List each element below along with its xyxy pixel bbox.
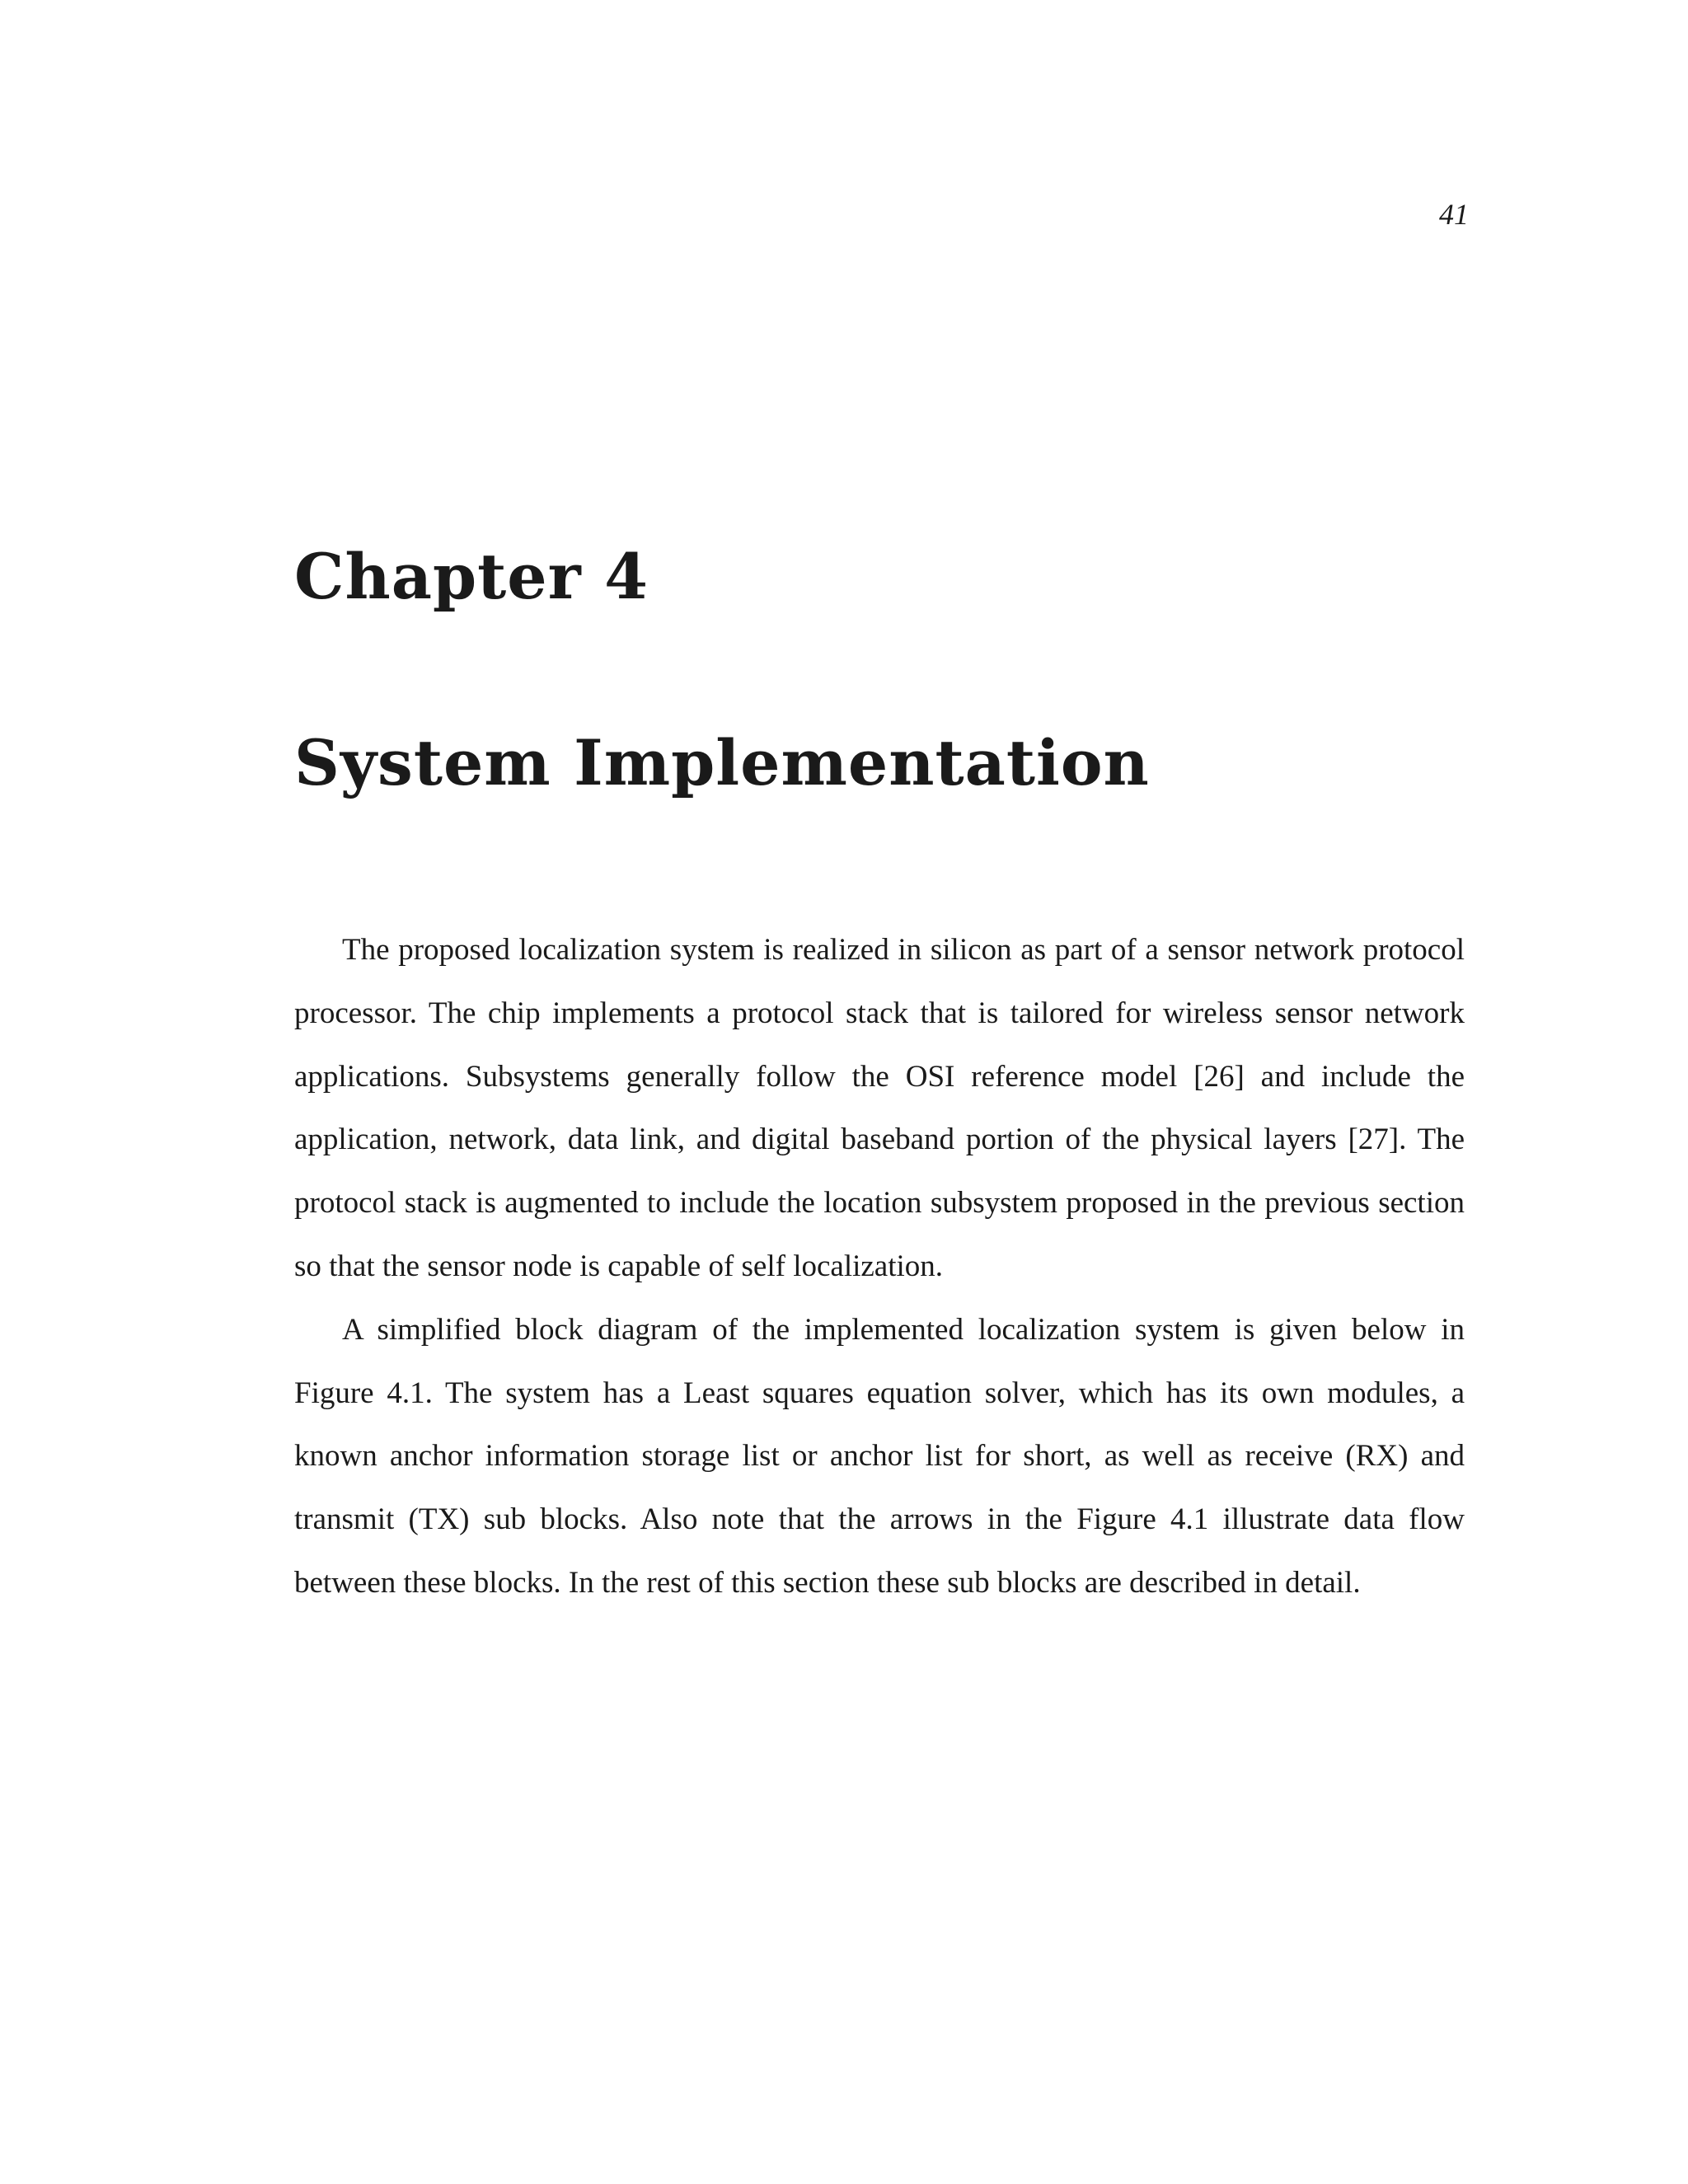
chapter-title: System Implementation bbox=[294, 726, 1150, 799]
chapter-label: Chapter 4 bbox=[294, 540, 649, 613]
paragraph-intro: The proposed localization system is realized in silicon as part of a sensor network protocol processor. The chip implements a protocol stack that is tailored for wireless sensor network applications. Subsystems generally follow the OSI reference model [26] and include the application, network, data link, and digital baseband portion of the physical layers [27]. The protocol stack is augmented to include the location subsystem proposed in the previous section so that the sensor node is capable of self localization. bbox=[294, 933, 1465, 1283]
paragraph-block-diagram: A simplified block diagram of the implemented localization system is given below in Figure 4.1. The system has a Least squares equation solver, which has its own modules, a known anchor information storage list or anchor list for short, as well as receive (RX) and transmit (TX) sub blocks. Also note that the arrows in the Figure 4.1 illustrate data flow between these blocks. In the rest of this section these sub blocks are described in detail. bbox=[294, 1312, 1465, 1600]
body-text bbox=[294, 919, 1465, 1615]
page-number: 41 bbox=[1439, 198, 1469, 231]
